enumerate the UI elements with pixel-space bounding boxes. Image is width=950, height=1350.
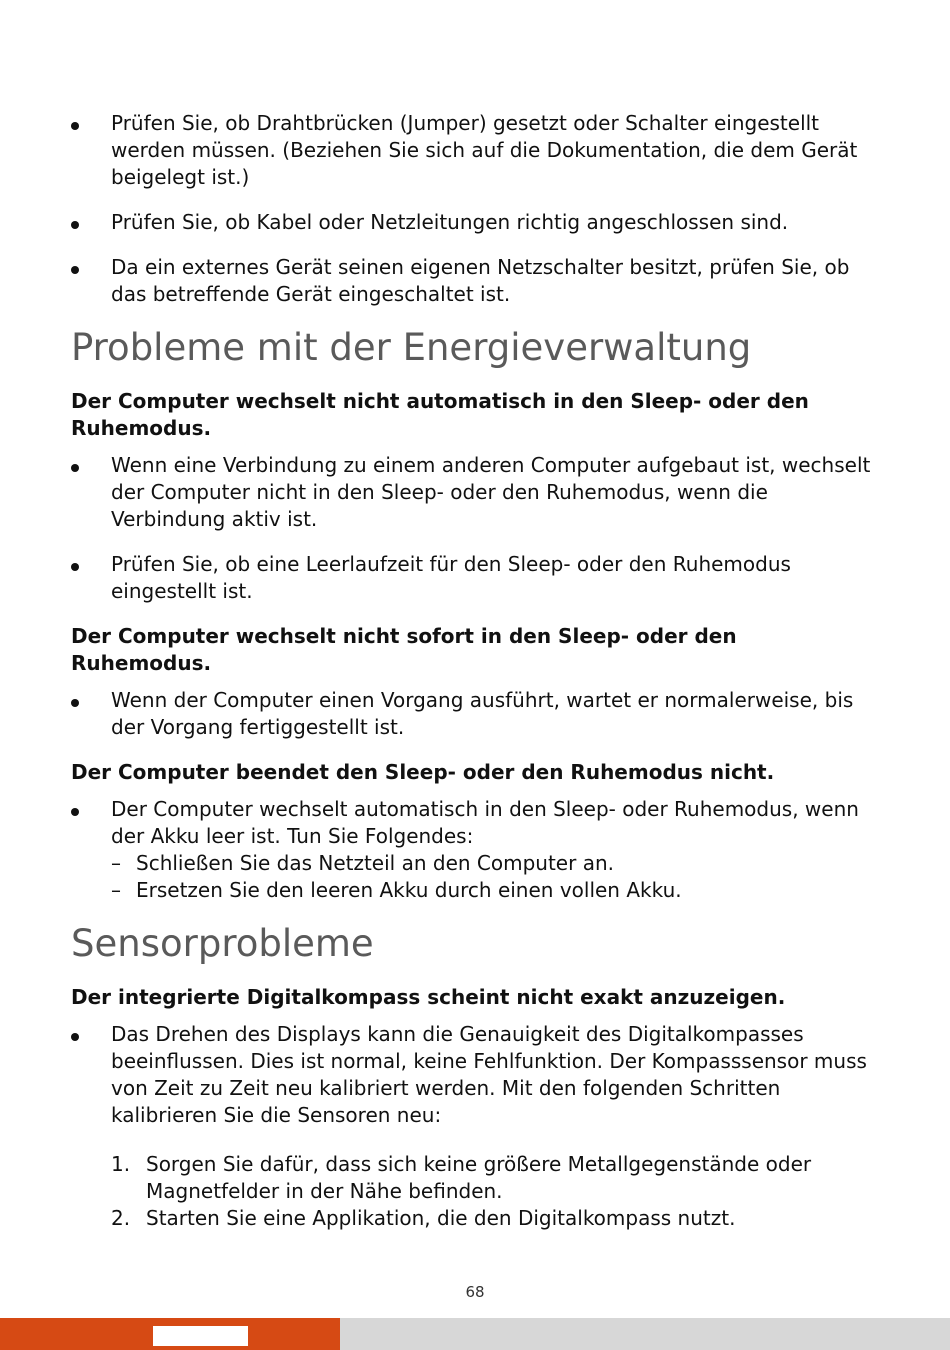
dash-item bbox=[111, 850, 883, 877]
list-item bbox=[71, 110, 883, 191]
bullet-icon bbox=[71, 699, 79, 707]
dash-text: Ersetzen Sie den leeren Akku durch einen vollen Akku. bbox=[136, 878, 682, 902]
step-number: 1. bbox=[111, 1152, 131, 1176]
issue-title: Der Computer wechselt nicht sofort in den Sleep- oder den Ruhemodus. bbox=[71, 624, 737, 675]
bullet-text: Prüfen Sie, ob Drahtbrücken (Jumper) gesetzt oder Schalter eingestellt werden müssen. (Beziehen Sie sich auf die Dokumentation, die dem Gerät beigelegt ist.) bbox=[111, 111, 858, 189]
list-item bbox=[71, 687, 883, 741]
list-item bbox=[71, 1021, 883, 1129]
bullet-text: Wenn eine Verbindung zu einem anderen Computer aufgebaut ist, wechselt der Computer nicht in den Sleep- oder den Ruhemodus, wenn die Verbindung aktiv ist. bbox=[111, 453, 871, 531]
bullet-icon bbox=[71, 464, 79, 472]
bullet-text: Prüfen Sie, ob Kabel oder Netzleitungen richtig angeschlossen sind. bbox=[111, 210, 789, 234]
bullet-text: Da ein externes Gerät seinen eigenen Netzschalter besitzt, prüfen Sie, ob das betreffende Gerät eingeschaltet ist. bbox=[111, 255, 850, 306]
dash-item bbox=[111, 877, 883, 904]
issue-bullet-list bbox=[71, 452, 883, 605]
footer-accent-gap bbox=[153, 1326, 248, 1346]
dash-list bbox=[111, 850, 883, 904]
page-number: 68 bbox=[465, 1283, 485, 1301]
step-text: Sorgen Sie dafür, dass sich keine größere Metallgegenstände oder Magnetfelder in der Nähe befinden. bbox=[146, 1152, 812, 1203]
bullet-icon bbox=[71, 563, 79, 571]
footer-bar bbox=[0, 1318, 950, 1350]
intro-bullet-list bbox=[71, 110, 883, 308]
step-number: 2. bbox=[111, 1206, 131, 1230]
bullet-text: Das Drehen des Displays kann die Genauigkeit des Digitalkompasses beeinflussen. Dies ist normal, keine Fehlfunktion. Der Kompasssensor muss von Zeit zu Zeit neu kalibriert werden. Mit den folgenden Schritten kalibrieren Sie die Sensoren neu: bbox=[111, 1022, 867, 1127]
bullet-icon bbox=[71, 266, 79, 274]
issue-bullet-list bbox=[71, 1021, 883, 1129]
issue-title: Der Computer beendet den Sleep- oder den Ruhemodus nicht. bbox=[71, 760, 775, 784]
bullet-icon bbox=[71, 122, 79, 130]
bullet-text: Wenn der Computer einen Vorgang ausführt, wartet er normalerweise, bis der Vorgang fertiggestellt ist. bbox=[111, 688, 854, 739]
list-item bbox=[71, 551, 883, 605]
issue-bullet-list bbox=[71, 687, 883, 741]
list-item bbox=[71, 209, 883, 236]
page-content bbox=[71, 110, 883, 1232]
issue-bullet-list bbox=[71, 796, 883, 904]
dash-marker: – bbox=[111, 878, 121, 902]
issue-title: Der integrierte Digitalkompass scheint nicht exakt anzuzeigen. bbox=[71, 985, 786, 1009]
section-heading-power: Probleme mit der Energieverwaltung bbox=[71, 326, 752, 369]
step-item bbox=[111, 1151, 883, 1205]
dash-text: Schließen Sie das Netzteil an den Computer an. bbox=[136, 851, 614, 875]
bullet-icon bbox=[71, 1033, 79, 1041]
bullet-icon bbox=[71, 221, 79, 229]
bullet-icon bbox=[71, 808, 79, 816]
section-heading-sensor: Sensorprobleme bbox=[71, 922, 374, 965]
step-item bbox=[111, 1205, 883, 1232]
bullet-text: Der Computer wechselt automatisch in den Sleep- oder Ruhemodus, wenn der Akku leer ist. Tun Sie Folgendes: bbox=[111, 797, 859, 848]
list-item bbox=[71, 452, 883, 533]
bullet-text: Prüfen Sie, ob eine Leerlaufzeit für den Sleep- oder den Ruhemodus eingestellt ist. bbox=[111, 552, 791, 603]
numbered-steps bbox=[111, 1151, 883, 1232]
step-text: Starten Sie eine Applikation, die den Digitalkompass nutzt. bbox=[146, 1206, 736, 1230]
list-item bbox=[71, 796, 883, 904]
dash-marker: – bbox=[111, 851, 121, 875]
list-item bbox=[71, 254, 883, 308]
issue-title: Der Computer wechselt nicht automatisch in den Sleep- oder den Ruhemodus. bbox=[71, 389, 809, 440]
